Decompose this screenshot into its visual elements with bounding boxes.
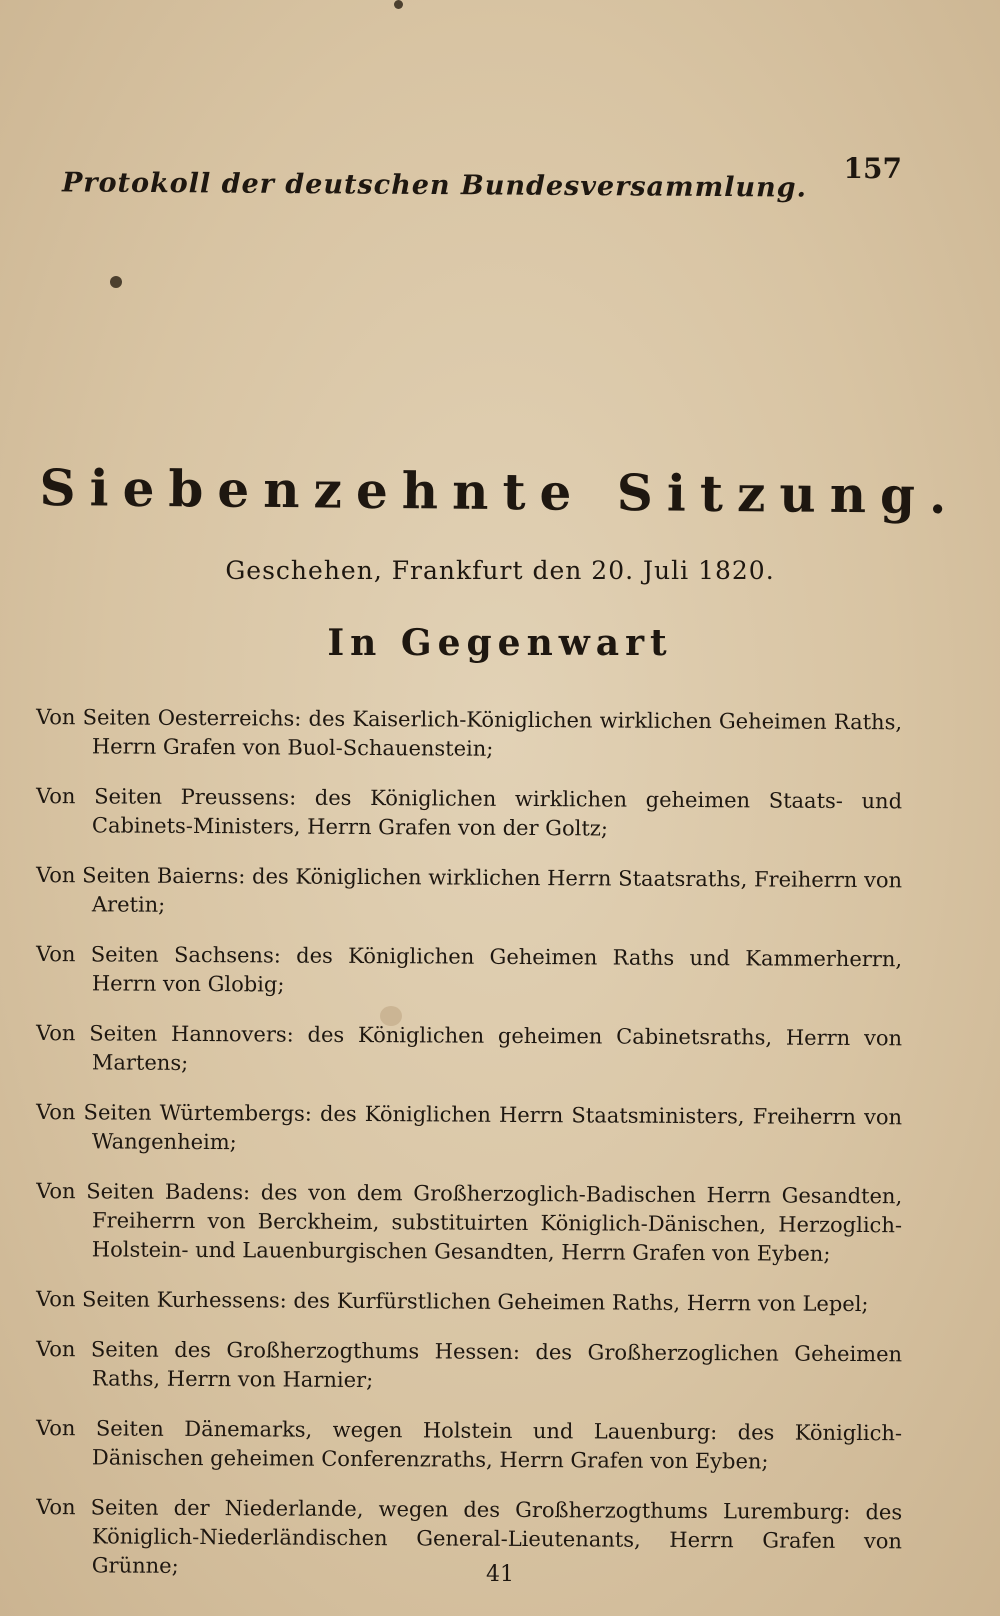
session-date: Geschehen, Frankfurt den 20. Juli 1820. [225,556,775,585]
delegate-entry: Von Seiten Baierns: des Königlichen wirklichen Herrn Staatsraths, Freiherrn von Aretin; [36,863,903,917]
delegate-entry: Von Seiten Sachsens: des Königlichen Geheimen Raths und Kammerherrn, Herrn von Globig; [36,942,903,997]
session-title: Siebenzehnte Sitzung. [39,457,961,526]
paper-stain [394,0,403,9]
delegate-entry: Von Seiten Kurhessens: des Kurfürstlichen Geheimen Raths, Herrn von Lepel; [35,1287,869,1317]
page-number: 157 [843,152,902,185]
present-heading: In Gegenwart [327,622,673,664]
delegate-list [36,682,902,1593]
delegate-entry: Von Seiten Würtembergs: des Königlichen Herrn Staatsministers, Freiherrn von Wangenheim; [36,1100,903,1155]
delegate-entry: Von Seiten Preussens: des Königlichen wirklichen geheimen Staats- und Cabinets-Ministers, Herrn Grafen von der Goltz; [36,784,903,841]
delegate-entry: Von Seiten Badens: des von dem Großherzoglich-Badischen Herrn Gesandten, Freiherrn von Berckheim, substituirten Königlich-Dänischen, Herzoglich-Holstein- und Lauenburgischen Gesandten, Herrn Grafen von Eyben; [36,1179,903,1266]
delegate-entry: Von Seiten Oesterreichs: des Kaiserlich-Königlichen wirklichen Geheimen Raths, Herrn Grafen von Buol-Schauenstein; [36,705,903,761]
delegate-entry: Von Seiten des Großherzogthums Hessen: des Großherzoglichen Geheimen Raths, Herrn von Harnier; [36,1337,903,1393]
delegate-entry: Von Seiten Dänemarks, wegen Holstein und Lauenburg: des Königlich-Dänischen geheimen Conferenzraths, Herrn Grafen von Eyben; [36,1416,903,1474]
delegate-entry: Von Seiten der Niederlande, wegen des Großherzogthums Luremburg: des Königlich-Niederländischen General-Lieutenants, Herrn Grafen von Grünne; [36,1495,903,1578]
paper-stain [110,276,122,288]
delegate-entry: Von Seiten Hannovers: des Königlichen geheimen Cabinetsraths, Herrn von Martens; [36,1021,903,1075]
running-head: Protokoll der deutschen Bundesversammlung. [61,167,808,204]
signature-mark: 41 [486,1562,514,1587]
